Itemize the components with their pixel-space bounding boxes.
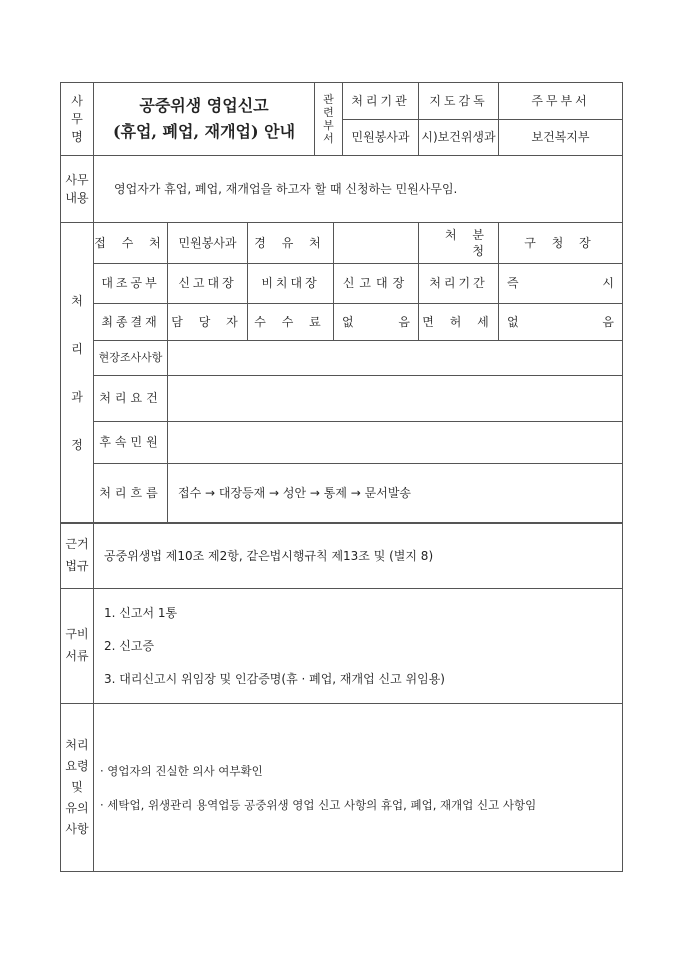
details-table <box>60 523 623 872</box>
receiving-office-value: 민원봉사과 <box>168 223 248 264</box>
fee-label: 수 수 료 <box>248 304 334 341</box>
site-inspection-value <box>168 341 623 376</box>
via-office-label: 경 유 처 <box>248 223 334 264</box>
final-approval-label: 최종결재 <box>94 304 168 341</box>
site-inspection-label: 현장조사사항 <box>94 341 168 376</box>
header-table <box>60 82 623 223</box>
content-text: 영업자가 휴업, 폐업, 재개업을 하고자 할 때 신청하는 민원사무임. <box>94 156 623 223</box>
main-dept-header: 주무부서 <box>499 83 623 120</box>
note-item: · 세탁업, 위생관리 용역업등 공중위생 영업 신고 사항의 휴업, 폐업, 재개업 신고 사항임 <box>100 797 537 812</box>
kept-ledger-value: 신고대장 <box>334 264 419 304</box>
process-flow-label: 처리흐름 <box>94 464 168 523</box>
document-item: 3. 대리신고시 위임장 및 인감증명(휴 · 폐업, 재개업 신고 위임용) <box>104 671 445 686</box>
notes-label: 처리 요령 및 유의 사항 <box>61 704 94 872</box>
supervision-header: 지도감독 <box>419 83 499 120</box>
process-table <box>60 222 623 523</box>
processing-period-value: 즉 시 <box>499 264 623 304</box>
document-item: 2. 신고증 <box>104 638 155 653</box>
processing-period-label: 처리기간 <box>419 264 499 304</box>
requirements-value <box>168 376 623 422</box>
license-tax-label: 면 허 세 <box>419 304 499 341</box>
kept-ledger-label: 비치대장 <box>248 264 334 304</box>
main-dept-value: 보건복지부 <box>499 120 623 156</box>
disposition-office-label: 처 분 청 <box>419 223 499 264</box>
license-tax-value: 없 음 <box>499 304 623 341</box>
law-label: 근거 법규 <box>61 524 94 589</box>
process-label: 처 리 과 정 <box>61 223 94 523</box>
fee-value: 없 음 <box>334 304 419 341</box>
disposition-office-value: 구 청 장 <box>499 223 623 264</box>
ledger-value: 신고대장 <box>168 264 248 304</box>
processing-agency-value: 민원봉사과 <box>343 120 419 156</box>
page-title: 공중위생 영업신고 (휴업, 폐업, 재개업) 안내 <box>94 83 315 156</box>
processing-agency-header: 처리기관 <box>343 83 419 120</box>
final-approval-value: 담 당 자 <box>168 304 248 341</box>
note-item: · 영업자의 진실한 의사 여부확인 <box>100 763 263 778</box>
law-text: 공중위생법 제10조 제2항, 같은법시행규칙 제13조 및 (별지 8) <box>94 524 623 589</box>
documents-list <box>94 589 623 704</box>
requirements-label: 처리요건 <box>94 376 168 422</box>
receiving-office-label: 접 수 처 <box>94 223 168 264</box>
documents-label: 구비 서류 <box>61 589 94 704</box>
service-name-label: 사 무 명 <box>61 83 94 156</box>
follow-up-value <box>168 422 623 464</box>
related-dept-label: 관 련 부 서 <box>315 83 343 156</box>
document-item: 1. 신고서 1통 <box>104 605 178 620</box>
notes-list <box>94 704 623 872</box>
follow-up-label: 후속민원 <box>94 422 168 464</box>
supervision-value: 시)보건위생과 <box>419 120 499 156</box>
via-office-value <box>334 223 419 264</box>
content-label: 사무 내용 <box>61 156 94 223</box>
process-flow-value: 접수 → 대장등재 → 성안 → 통제 → 문서발송 <box>168 464 623 523</box>
ledger-label: 대조공부 <box>94 264 168 304</box>
